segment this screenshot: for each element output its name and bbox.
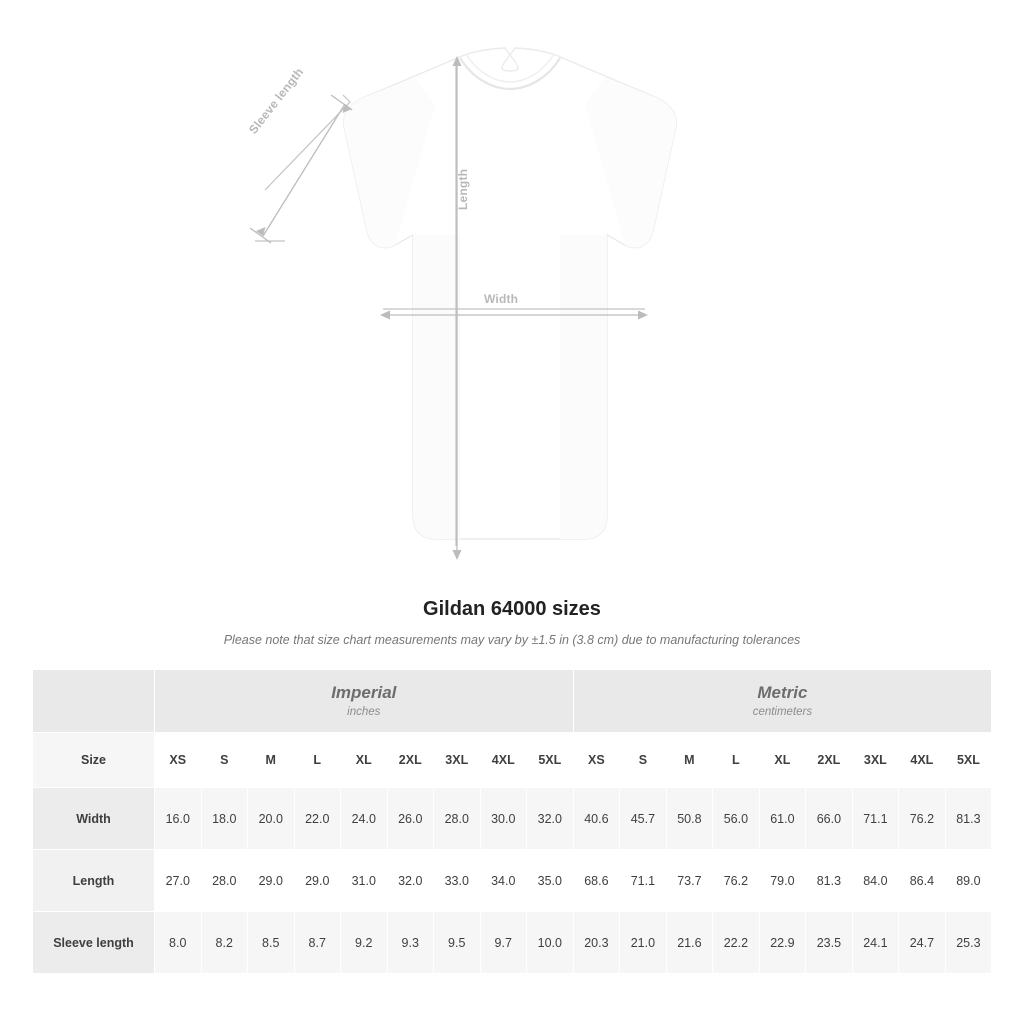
size-header-imperial-m: M [248, 733, 295, 788]
size-header-metric-3xl: 3XL [852, 733, 899, 788]
cell-length-metric-s: 71.1 [620, 850, 667, 912]
tolerance-note: Please note that size chart measurements may vary by ±1.5 in (3.8 cm) due to manufacturing tolerances [223, 633, 801, 647]
size-header-imperial-3xl: 3XL [434, 733, 481, 788]
cell-width-imperial-3xl: 28.0 [434, 788, 481, 850]
size-table-wrap [32, 669, 992, 974]
cell-sleeve-metric-4xl: 24.7 [899, 912, 946, 974]
size-header-metric-5xl: 5XL [945, 733, 992, 788]
cell-width-imperial-4xl: 30.0 [480, 788, 527, 850]
cell-sleeve-imperial-xl: 9.2 [341, 912, 388, 974]
cell-length-metric-2xl: 81.3 [806, 850, 853, 912]
cell-width-metric-3xl: 71.1 [852, 788, 899, 850]
cell-length-metric-m: 73.7 [666, 850, 713, 912]
cell-width-imperial-xl: 24.0 [341, 788, 388, 850]
cell-width-imperial-5xl: 32.0 [527, 788, 574, 850]
size-header-metric-s: S [620, 733, 667, 788]
cell-width-imperial-l: 22.0 [294, 788, 341, 850]
size-column-label: Size [33, 733, 155, 788]
cell-length-imperial-l: 29.0 [294, 850, 341, 912]
cell-sleeve-metric-xs: 20.3 [573, 912, 620, 974]
cell-length-imperial-xl: 31.0 [341, 850, 388, 912]
cell-sleeve-imperial-4xl: 9.7 [480, 912, 527, 974]
table-row [33, 850, 992, 912]
cell-length-imperial-xs: 27.0 [155, 850, 202, 912]
cell-sleeve-imperial-5xl: 10.0 [527, 912, 574, 974]
cell-length-metric-xs: 68.6 [573, 850, 620, 912]
cell-width-metric-2xl: 66.0 [806, 788, 853, 850]
cell-sleeve-imperial-2xl: 9.3 [387, 912, 434, 974]
sleeve-length-label: Sleeve length [246, 64, 307, 137]
cell-width-metric-5xl: 81.3 [945, 788, 992, 850]
cell-sleeve-metric-xl: 22.9 [759, 912, 806, 974]
cell-length-imperial-4xl: 34.0 [480, 850, 527, 912]
cell-length-imperial-3xl: 33.0 [434, 850, 481, 912]
corner-blank-cell [33, 670, 155, 733]
system-name-metric: Metric [757, 683, 808, 703]
system-unit-imperial: inches [347, 705, 381, 718]
cell-sleeve-imperial-l: 8.7 [294, 912, 341, 974]
size-header-metric-2xl: 2XL [806, 733, 853, 788]
cell-length-imperial-s: 28.0 [201, 850, 248, 912]
system-unit-metric: centimeters [752, 705, 813, 718]
system-header-imperial [155, 670, 574, 733]
cell-length-metric-l: 76.2 [713, 850, 760, 912]
cell-width-imperial-xs: 16.0 [155, 788, 202, 850]
cell-sleeve-imperial-3xl: 9.5 [434, 912, 481, 974]
system-header-row [33, 670, 992, 733]
cell-width-imperial-2xl: 26.0 [387, 788, 434, 850]
cell-sleeve-metric-2xl: 23.5 [806, 912, 853, 974]
size-header-imperial-xl: XL [341, 733, 388, 788]
size-header-imperial-xs: XS [155, 733, 202, 788]
page-title: Gildan 64000 sizes [423, 598, 601, 620]
cell-length-metric-xl: 79.0 [759, 850, 806, 912]
cell-length-metric-3xl: 84.0 [852, 850, 899, 912]
cell-width-imperial-m: 20.0 [248, 788, 295, 850]
cell-length-metric-4xl: 86.4 [899, 850, 946, 912]
cell-length-imperial-5xl: 35.0 [527, 850, 574, 912]
row-label-length: Length [33, 850, 155, 912]
table-row [33, 788, 992, 850]
cell-length-imperial-2xl: 32.0 [387, 850, 434, 912]
system-name-imperial: Imperial [331, 683, 397, 703]
cell-sleeve-metric-5xl: 25.3 [945, 912, 992, 974]
size-header-metric-xs: XS [573, 733, 620, 788]
cell-length-metric-5xl: 89.0 [945, 850, 992, 912]
row-label-sleeve-length: Sleeve length [33, 912, 155, 974]
chart-heading [0, 598, 1024, 647]
width-label: Width [484, 292, 519, 306]
cell-width-metric-l: 56.0 [713, 788, 760, 850]
cell-width-metric-m: 50.8 [666, 788, 713, 850]
cell-sleeve-metric-m: 21.6 [666, 912, 713, 974]
size-header-imperial-s: S [201, 733, 248, 788]
cell-sleeve-metric-3xl: 24.1 [852, 912, 899, 974]
size-header-imperial-2xl: 2XL [387, 733, 434, 788]
size-header-imperial-4xl: 4XL [480, 733, 527, 788]
cell-width-metric-s: 45.7 [620, 788, 667, 850]
cell-sleeve-metric-l: 22.2 [713, 912, 760, 974]
size-header-metric-m: M [666, 733, 713, 788]
size-chart-table [32, 669, 992, 974]
cell-sleeve-imperial-s: 8.2 [201, 912, 248, 974]
size-header-imperial-5xl: 5XL [527, 733, 574, 788]
cell-width-metric-4xl: 76.2 [899, 788, 946, 850]
size-header-row [33, 733, 992, 788]
cell-width-imperial-s: 18.0 [201, 788, 248, 850]
cell-sleeve-imperial-xs: 8.0 [155, 912, 202, 974]
system-header-metric [573, 670, 992, 733]
row-label-width: Width [33, 788, 155, 850]
cell-sleeve-imperial-m: 8.5 [248, 912, 295, 974]
size-header-imperial-l: L [294, 733, 341, 788]
length-label: Length [456, 168, 470, 210]
size-header-metric-l: L [713, 733, 760, 788]
table-row [33, 912, 992, 974]
size-header-metric-xl: XL [759, 733, 806, 788]
size-header-metric-4xl: 4XL [899, 733, 946, 788]
cell-length-imperial-m: 29.0 [248, 850, 295, 912]
cell-sleeve-metric-s: 21.0 [620, 912, 667, 974]
cell-width-metric-xs: 40.6 [573, 788, 620, 850]
cell-width-metric-xl: 61.0 [759, 788, 806, 850]
